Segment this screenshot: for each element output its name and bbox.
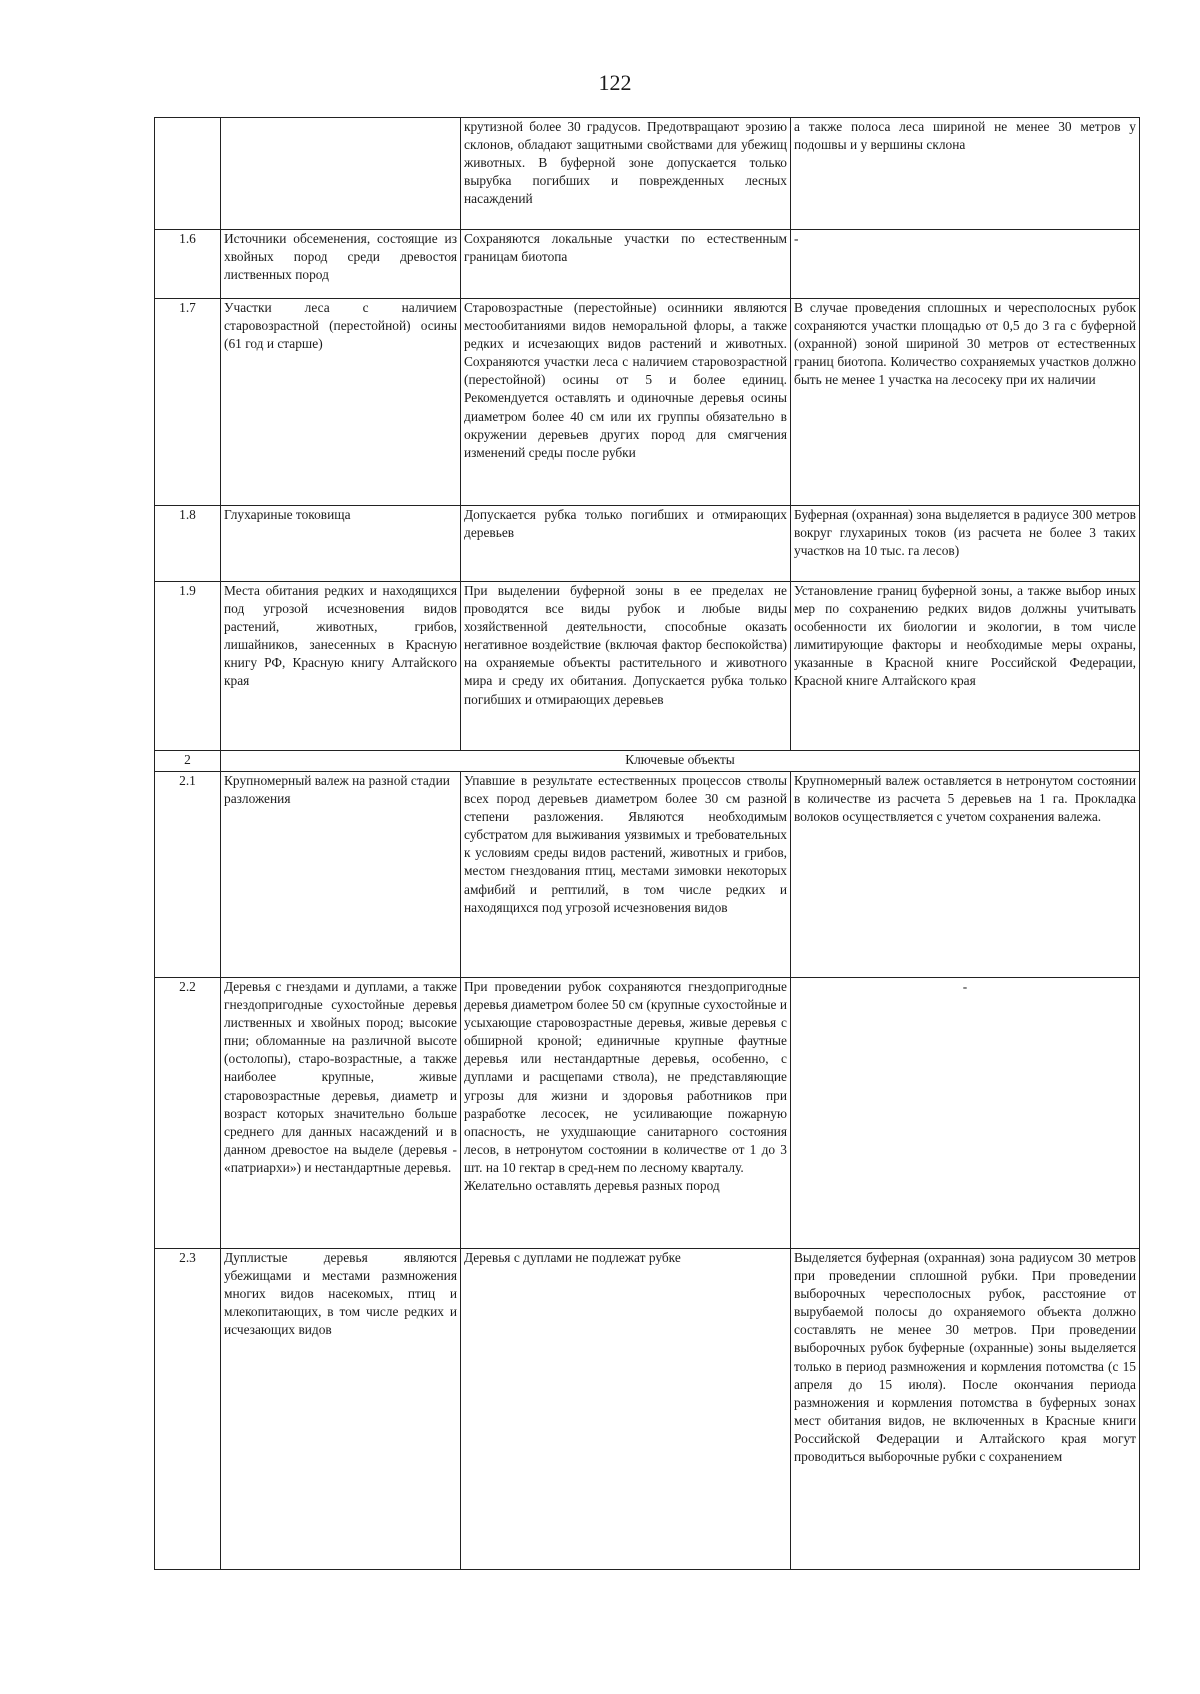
protection-measures: Установление границ буферной зоны, а также выбор иных мер по сохранению редких видов должны учитывать особенности их биологии и экологии, в том числе лимитирующие факторы и необходимые меры охраны, указанные в Красной книге Российской Федерации, Красной книге Алтайского края — [791, 582, 1140, 751]
table-row — [155, 772, 1140, 978]
description-note: Желательно оставлять деревья разных пород — [464, 1178, 720, 1194]
object-description: Упавшие в результате естественных процессов стволы всех пород деревьев диаметром более 30 см разной степени разложения. Являются необходимым субстратом для выживания уязвимых и требовательных к условиям среды видов растений, животных и грибов, местом гнездования птиц, местами зимовки некоторых амфибий и рептилий, в том числе редких и находящихся под угрозой исчезновения видов — [461, 772, 791, 978]
description-main: При проведении рубок сохраняются гнездопригодные деревья диаметром более 50 см (крупные сухостойные и усыхающие старовозрастные деревья, живые деревья с обширной кроной; единичные крупные фаутные деревья или нестандартные деревья, особенно, с дуплами и расщепами ствола), не представляющие угрозы для жизни и здоровья работников при разработке лесосек, не усиливающие пожарную опасность, не ухудшающие санитарного состояния лесов, в нетронутом состоянии в количестве от 1 до 3 шт. на 10 гектар в сред-нем по лесному кварталу. — [464, 979, 787, 1175]
object-name: Крупномерный валеж на разной стадии разложения — [221, 772, 461, 978]
row-number — [155, 118, 221, 230]
protection-measures: - — [791, 230, 1140, 299]
object-name: Деревья с гнездами и дуплами, а также гнездопригодные сухостойные деревья лиственных и хвойных пород; высокие пни; обломанные на различной высоте (остолопы), старо-возрастные, а также наиболее крупные, живые старовозрастные деревья, диаметр и возраст которых значительно больше среднего для данных насаждений и в данном древостое на выделе (деревья - «патриархи») и нестандартные деревья. — [221, 978, 461, 1249]
protection-measures: а также полоса леса шириной не менее 30 метров у подошвы и у вершины склона — [791, 118, 1140, 230]
object-description: При выделении буферной зоны в ее пределах не проводятся все виды рубок и любые виды хозяйственной деятельности, способные оказать негативное воздействие (включая фактор беспокойства) на охраняемые объекты растительного и животного мира и среду их обитания. Допускается рубка только погибших и отмирающих деревьев — [461, 582, 791, 751]
row-number: 1.8 — [155, 506, 221, 582]
row-number: 2.2 — [155, 978, 221, 1249]
object-name: Глухариные токовища — [221, 506, 461, 582]
object-description: Старовозрастные (перестойные) осинники являются местообитаниями видов неморальной флоры, а также редких и исчезающих видов растений и животных. Сохраняются участки леса с наличием старовозрастной (перестойной) осины от 5 и более единиц. Рекомендуется оставлять и одиночные деревья осины диаметром более 40 см или их группы обязательно в окружении деревьев других пород для смягчения изменений среды после рубки — [461, 299, 791, 506]
object-description: Деревья с дуплами не подлежат рубке — [461, 1249, 791, 1570]
object-description: Сохраняются локальные участки по естественным границам биотопа — [461, 230, 791, 299]
table-row — [155, 1249, 1140, 1570]
table-row — [155, 978, 1140, 1249]
row-number: 1.7 — [155, 299, 221, 506]
row-number: 1.9 — [155, 582, 221, 751]
object-name — [221, 118, 461, 230]
object-name: Места обитания редких и находящихся под угрозой исчезновения видов растений, животных, грибов, лишайников, занесенных в Красную книгу РФ, Красную книгу Алтайского края — [221, 582, 461, 751]
table-row — [155, 582, 1140, 751]
protection-measures: Буферная (охранная) зона выделяется в радиусе 300 метров вокруг глухариных токов (из расчета не более 3 таких участков на 10 тыс. га лесов) — [791, 506, 1140, 582]
table-row — [155, 299, 1140, 506]
object-description — [461, 978, 791, 1249]
section-title: Ключевые объекты — [221, 751, 1140, 772]
page-number: 122 — [598, 70, 632, 95]
section-header-row — [155, 751, 1140, 772]
table-row — [155, 118, 1140, 230]
row-number: 2.3 — [155, 1249, 221, 1570]
row-number: 2.1 — [155, 772, 221, 978]
protection-measures: Выделяется буферная (охранная) зона радиусом 30 метров при проведении сплошной рубки. При проведении выборочных чересполосных рубок, расстояние от вырубаемой полосы до охраняемого объекта должно составлять не менее 30 метров. При проведении выборочных рубок буферные (охранные) зоны выделяется только в период размножения и кормления потомства (с 15 апреля до 15 июля). После окончания периода размножения и кормления потомства в буферных зонах мест обитания видов, не включенных в Красные книги Российской Федерации и Алтайского края могут проводиться выборочные рубки с сохранением — [791, 1249, 1140, 1570]
protection-measures: - — [791, 978, 1140, 1249]
row-number: 1.6 — [155, 230, 221, 299]
protection-measures: В случае проведения сплошных и чересполосных рубок сохраняются участки площадью от 0,5 до 3 га с буферной (охранной) зоной шириной 30 метров от естественных границ биотопа. Количество сохраняемых участков должно быть не менее 1 участка на лесосеку при их наличии — [791, 299, 1140, 506]
object-name: Дуплистые деревья являются убежищами и местами размножения многих видов насекомых, птиц и млекопитающих, в том числе редких и исчезающих видов — [221, 1249, 461, 1570]
object-name: Источники обсеменения, состоящие из хвойных пород среди древостоя лиственных пород — [221, 230, 461, 299]
measures-table — [154, 117, 1140, 1570]
protection-measures: Крупномерный валеж оставляется в нетронутом состоянии в количестве из расчета 5 деревьев на 1 га. Прокладка волоков осуществляется с учетом сохранения валежа. — [791, 772, 1140, 978]
object-description: крутизной более 30 градусов. Предотвращают эрозию склонов, обладают защитными свойствами для убежищ животных. В буферной зоне допускается только вырубка погибших и поврежденных лесных насаждений — [461, 118, 791, 230]
table-row — [155, 506, 1140, 582]
object-description: Допускается рубка только погибших и отмирающих деревьев — [461, 506, 791, 582]
section-number: 2 — [155, 751, 221, 772]
object-name: Участки леса с наличием старовозрастной (перестойной) осины (61 год и старше) — [221, 299, 461, 506]
table-row — [155, 230, 1140, 299]
